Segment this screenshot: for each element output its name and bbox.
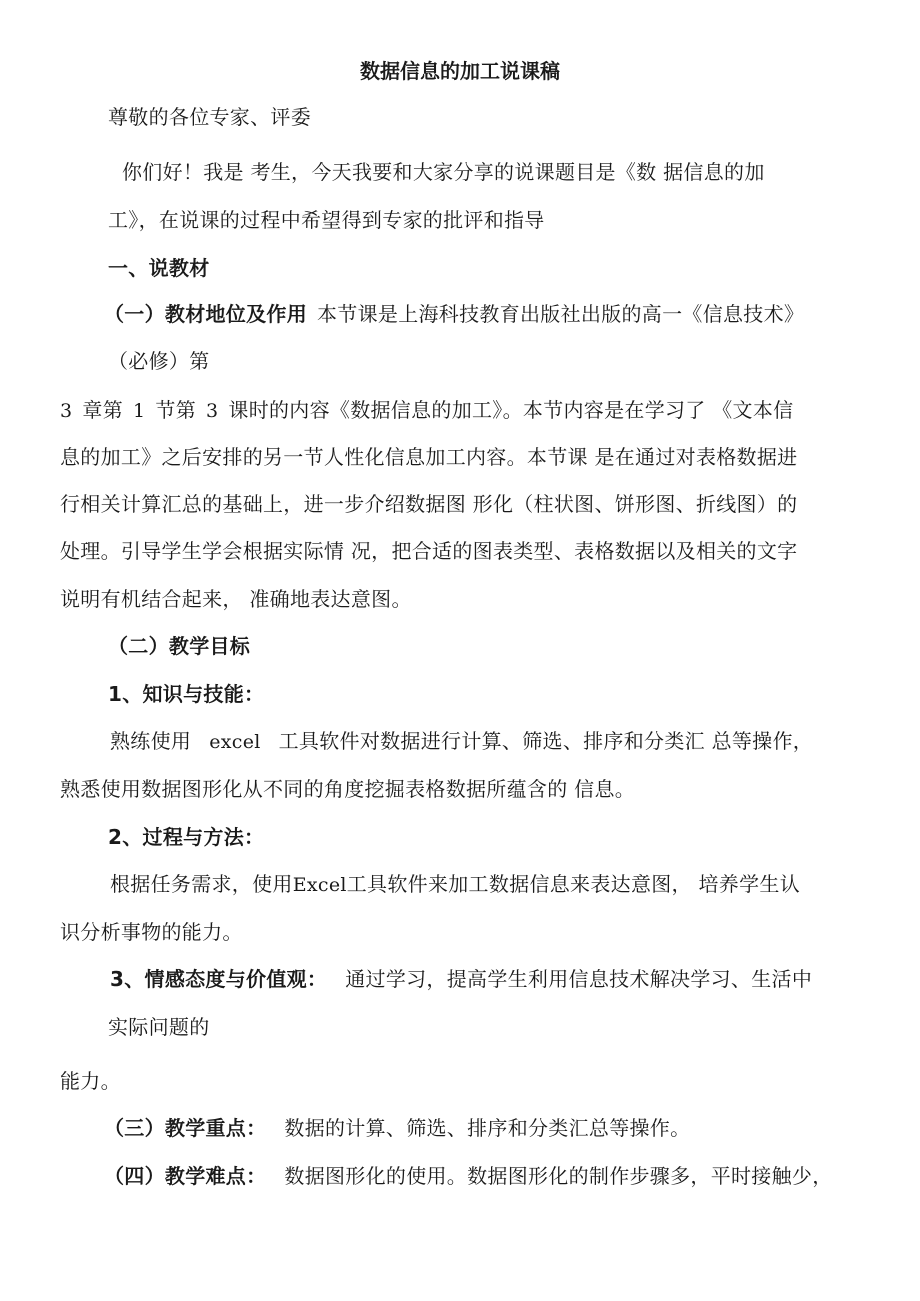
paragraph-1-line-4: 处理。引导学生学会根据实际情 况，把合适的图表类型、表格数据以及相关的文字 — [60, 539, 798, 563]
goal-2-label: 2、过程与方法： — [108, 825, 265, 849]
section-1-heading: 一、说教材 — [108, 256, 210, 280]
goal-1-text-b: 工具软件对数据进行计算、筛选、排序和分类汇 总等操作， — [278, 729, 814, 753]
section-number: 1 — [133, 400, 146, 422]
lesson-number: 3 — [206, 400, 219, 422]
goal-1-text-a: 熟练使用 — [110, 729, 192, 753]
section-word: 节第 — [155, 398, 196, 422]
chapter-word: 章第 — [82, 398, 123, 422]
subsection-3-label: （三）教学重点： — [104, 1116, 267, 1140]
subsection-1-text: 本节课是上海科技教育出版社出版的高一《信息技术》 — [317, 302, 805, 326]
subsection-4-text: 数据图形化的使用。数据图形化的制作步骤多，平时接触少， — [284, 1164, 833, 1188]
subsection-3-line — [104, 1115, 690, 1141]
subsection-1-line — [104, 301, 804, 327]
greeting: 尊敬的各位专家、评委 — [108, 105, 311, 129]
excel-term: excel — [209, 731, 261, 753]
intro-line-2: 工》，在说课的过程中希望得到专家的批评和指导 — [108, 208, 545, 232]
document-title: 数据信息的加工说课稿 — [360, 59, 560, 83]
paragraph-1-line-5: 说明有机结合起来， 准确地表达意图。 — [60, 587, 412, 611]
subsection-1-cont: （必修）第 — [108, 349, 210, 373]
goal-2-text-b: 工具软件来加工数据信息来表达意图， 培养学生认 — [346, 872, 801, 896]
goal-1-line-1 — [110, 728, 813, 755]
chapter-number: 3 — [60, 400, 73, 422]
goal-3-line-1 — [110, 966, 812, 992]
goal-3-label: 3、情感态度与价值观： — [110, 967, 328, 991]
paragraph-1-line-1 — [60, 397, 793, 424]
goal-3-end: 能力。 — [60, 1069, 121, 1093]
subsection-1-label: （一）教材地位及作用 — [104, 302, 307, 326]
subsection-4-line — [104, 1163, 833, 1189]
goal-1-line-2: 熟悉使用数据图形化从不同的角度挖掘表格数据所蕴含的 信息。 — [60, 777, 636, 801]
goal-2-line-2: 识分析事物的能力。 — [60, 920, 243, 944]
paragraph-1-text: 课时的内容《数据信息的加工》。本节内容是在学习了 《文本信 — [228, 398, 794, 422]
subsection-4-label: （四）教学难点： — [104, 1164, 267, 1188]
subsection-3-text: 数据的计算、筛选、排序和分类汇总等操作。 — [284, 1116, 691, 1140]
excel-term-2: Excel — [292, 874, 347, 896]
goal-3-cont: 实际问题的 — [108, 1015, 210, 1039]
paragraph-1-line-3: 行相关计算汇总的基础上，进一步介绍数据图 形化（柱状图、饼形图、折线图）的 — [60, 492, 798, 516]
subsection-2-label: （二）教学目标 — [108, 634, 251, 658]
goal-1-label: 1、知识与技能： — [108, 682, 265, 706]
paragraph-1-line-2: 息的加工》之后安排的另一节人性化信息加工内容。本节课 是在通过对表格数据进 — [60, 445, 798, 469]
goal-2-text-a: 根据任务需求，使用 — [110, 872, 293, 896]
goal-2-line-1 — [110, 871, 800, 898]
intro-line-1: 你们好！我是 考生，今天我要和大家分享的说课题目是《数 据信息的加 — [122, 160, 765, 184]
goal-3-text: 通过学习，提高学生利用信息技术解决学习、生活中 — [345, 967, 813, 991]
